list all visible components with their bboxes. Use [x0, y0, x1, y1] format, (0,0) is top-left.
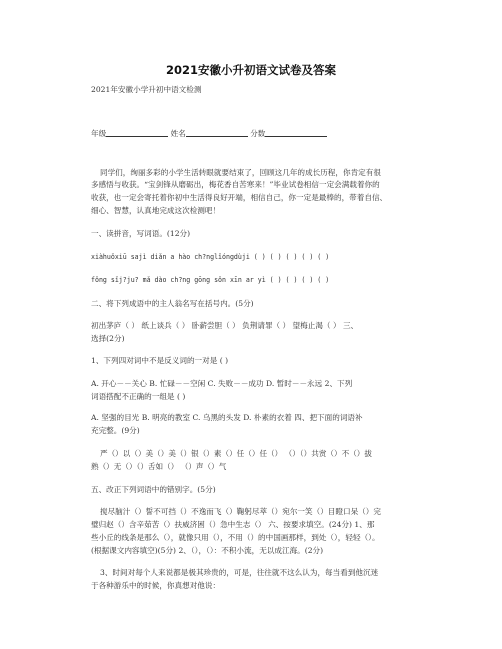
document-title: 2021安徽小升初语文试卷及答案 — [165, 63, 336, 77]
pinyin-line: xiàhuǒxiū sajì diǎn a hào ch?nglǐóngdùji ( ) ( ) ( ) ( ) ( ) — [91, 253, 330, 261]
name-blank — [186, 128, 248, 137]
question-line: 选择(2分) — [91, 334, 125, 343]
intro-line: 多感悟与收获。“宝剑锋从磨砺出，梅花香自苦寒来！”毕业试卷相信一定会满载着你的 — [91, 180, 380, 189]
name-label: 姓名 — [170, 129, 186, 138]
section-heading: 二、将下列成语中的主人翁名写在括号内。(5分) — [91, 299, 254, 308]
question-line: 3、时间对每个人来说都是极其珍贵的，可是，往往就不这么认为，每当看到他沉迷 — [100, 568, 379, 577]
score-blank — [265, 128, 327, 137]
question-line: A. 坚强的目光 B. 明亮的教室 C. 乌黑的头发 D. 朴素的衣着 四、把下面的词语补 — [91, 413, 363, 422]
grade-blank — [106, 128, 168, 137]
intro-line: 同学们，绚丽多彩的小学生活转眼就要结束了，回顾这几年的成长历程，你肯定有很 — [100, 168, 381, 177]
question-line: 初出茅庐（ ） 纸上谈兵（ ） 卧薪尝胆（ ） 负荆请罪（ ） 望梅止渴（ ） 三、 — [91, 321, 359, 330]
question-line: 些小丘的线条是那么（），就像只用（），不用（）的中国画那样，到处（），轻轻（）。 — [91, 533, 380, 542]
grade-label: 年级 — [91, 129, 107, 138]
question-line: 于各种游乐中的时候，你真想对他说： — [91, 581, 221, 590]
intro-line: 细心、智慧，认真地完成这次检测吧！ — [91, 206, 221, 215]
section-heading: 一、读拼音，写词语。(12分) — [91, 229, 191, 238]
question-line: 璧归赵（）含辛茹苦（）扶威济困（）急中生志（） 六、按要求填空。(24分) 1、那 — [91, 520, 375, 529]
question-line: A. 开心－－关心 B. 忙碌－－空闲 C. 失败－－成功 D. 暂时－－永远 2、下列 — [91, 379, 353, 388]
question-line: 严（）以（）美（）美（）银（）素（）任（）任（） （）（）共赏（）不（）拔 — [100, 449, 372, 458]
question-line: 词语搭配不正确的一组是 ( ) — [91, 392, 186, 401]
pinyin-line: fǒng sǐj?ju? mǎ dào ch?ng gōng sǒn xīn ar yì ( ) ( ) ( ) ( ) — [91, 276, 330, 284]
intro-line: 收获，也一定会寄托着你初中生活得良好开端，相信自己，你一定是最棒的，带着自信、 — [91, 193, 388, 202]
question-line: 1、下列四对词中不是反义词的一对是 ( ) — [91, 356, 229, 365]
question-line: 搅尽脑汁（）誓不可挡（）不逸而飞（）鞠躬尽萃（）宛尔一笑（）目瞪口呆（）完 — [100, 507, 381, 516]
question-line: 熟（）无（）（）舌如（） （）声（）气 — [91, 462, 227, 471]
question-line: (根据课文内容填空)(5分) 2、（），（）：不积小流，无以成江海。(2分) — [91, 546, 324, 555]
subtitle: 2021年安徽小学升初中语文检测 — [91, 85, 202, 94]
section-heading: 五、改正下列词语中的错别字。(5分) — [91, 485, 216, 494]
info-fields — [91, 128, 327, 139]
score-label: 分数 — [250, 129, 266, 138]
question-line: 充完整。(9分) — [91, 426, 140, 435]
